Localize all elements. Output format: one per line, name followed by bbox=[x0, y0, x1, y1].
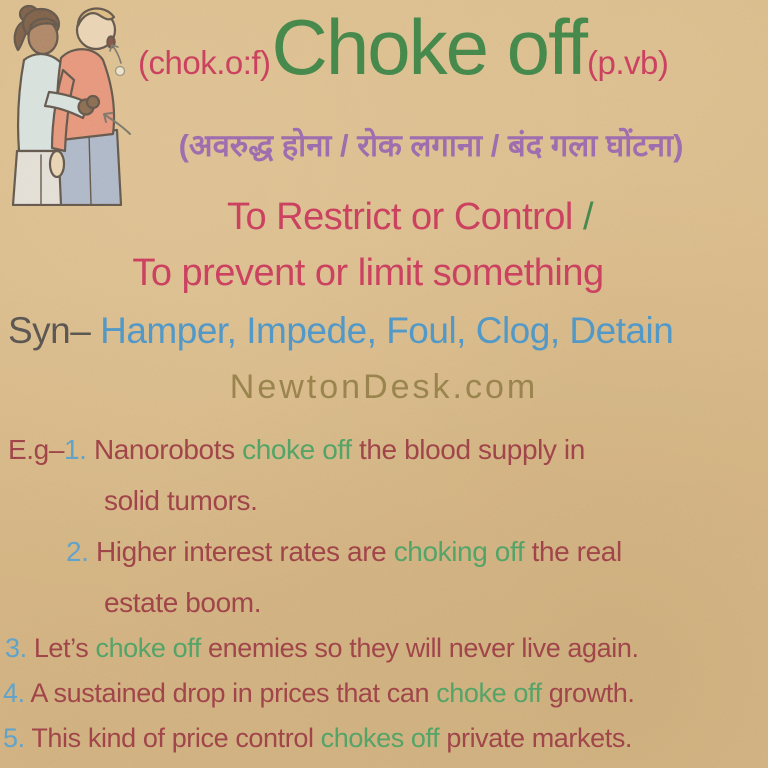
example-4-text-a: A sustained drop in prices that can bbox=[24, 678, 437, 708]
example-1-text-a: Nanorobots bbox=[86, 434, 243, 465]
mouth-arrow-icon bbox=[110, 45, 121, 63]
example-5-keyword: chokes off bbox=[320, 723, 440, 753]
definition-line-2: To prevent or limit something bbox=[132, 252, 604, 294]
hindi-meaning: (अवरुद्ध होना / रोक लगाना / बंद गला घोंटना) bbox=[178, 128, 684, 163]
example-2-text-b: the real bbox=[524, 536, 622, 567]
synonyms-words: Hamper, Impede, Foul, Clog, Detain bbox=[100, 310, 674, 351]
example-2-line-1 bbox=[66, 536, 622, 568]
site-name: NewtonDesk.com bbox=[229, 368, 539, 406]
clasped-hands-2 bbox=[87, 96, 99, 108]
definition-line-1 bbox=[52, 196, 768, 239]
example-4-text-b: growth. bbox=[541, 678, 635, 708]
example-3-keyword: choke off bbox=[95, 633, 201, 663]
example-2-line-2 bbox=[104, 587, 261, 619]
example-4-number: 4. bbox=[3, 678, 25, 708]
word-title: Choke off bbox=[271, 3, 586, 91]
phonetic-text: (chok.o:f) bbox=[138, 44, 271, 81]
example-3-line bbox=[5, 633, 639, 664]
example-3-number: 3. bbox=[5, 633, 27, 663]
example-2-text-c: estate boom. bbox=[104, 587, 262, 618]
example-5-text-a: This kind of price control bbox=[24, 723, 321, 753]
example-1-line-1 bbox=[8, 434, 585, 466]
example-5-number: 5. bbox=[3, 723, 25, 753]
example-prefix: E.g– bbox=[8, 434, 64, 465]
example-1-text-c: solid tumors. bbox=[104, 485, 258, 516]
example-2-text-a: Higher interest rates are bbox=[88, 536, 394, 567]
example-2-keyword: choking off bbox=[393, 536, 525, 567]
example-5-line bbox=[3, 723, 632, 754]
expelled-food-piece bbox=[116, 67, 125, 76]
example-2-number: 2. bbox=[66, 536, 89, 567]
example-5-text-b: private markets. bbox=[439, 723, 633, 753]
example-3-text-a: Let’s bbox=[26, 633, 96, 663]
synonyms-line bbox=[8, 310, 673, 352]
definition-slash: / bbox=[582, 196, 593, 238]
title-row bbox=[138, 2, 668, 93]
example-1-text-b: the blood supply in bbox=[351, 434, 585, 465]
man-hand bbox=[50, 151, 64, 177]
example-1-number: 1. bbox=[64, 434, 87, 465]
example-4-line bbox=[3, 678, 635, 709]
definition-text-1: To Restrict or Control bbox=[226, 196, 583, 238]
example-1-keyword: choke off bbox=[242, 434, 352, 465]
part-of-speech-tag: (p.vb) bbox=[587, 44, 669, 81]
synonyms-label: Syn– bbox=[8, 310, 101, 351]
example-1-line-2 bbox=[104, 485, 258, 517]
example-4-keyword: choke off bbox=[436, 678, 542, 708]
example-3-text-b: enemies so they will never live again. bbox=[200, 633, 639, 663]
